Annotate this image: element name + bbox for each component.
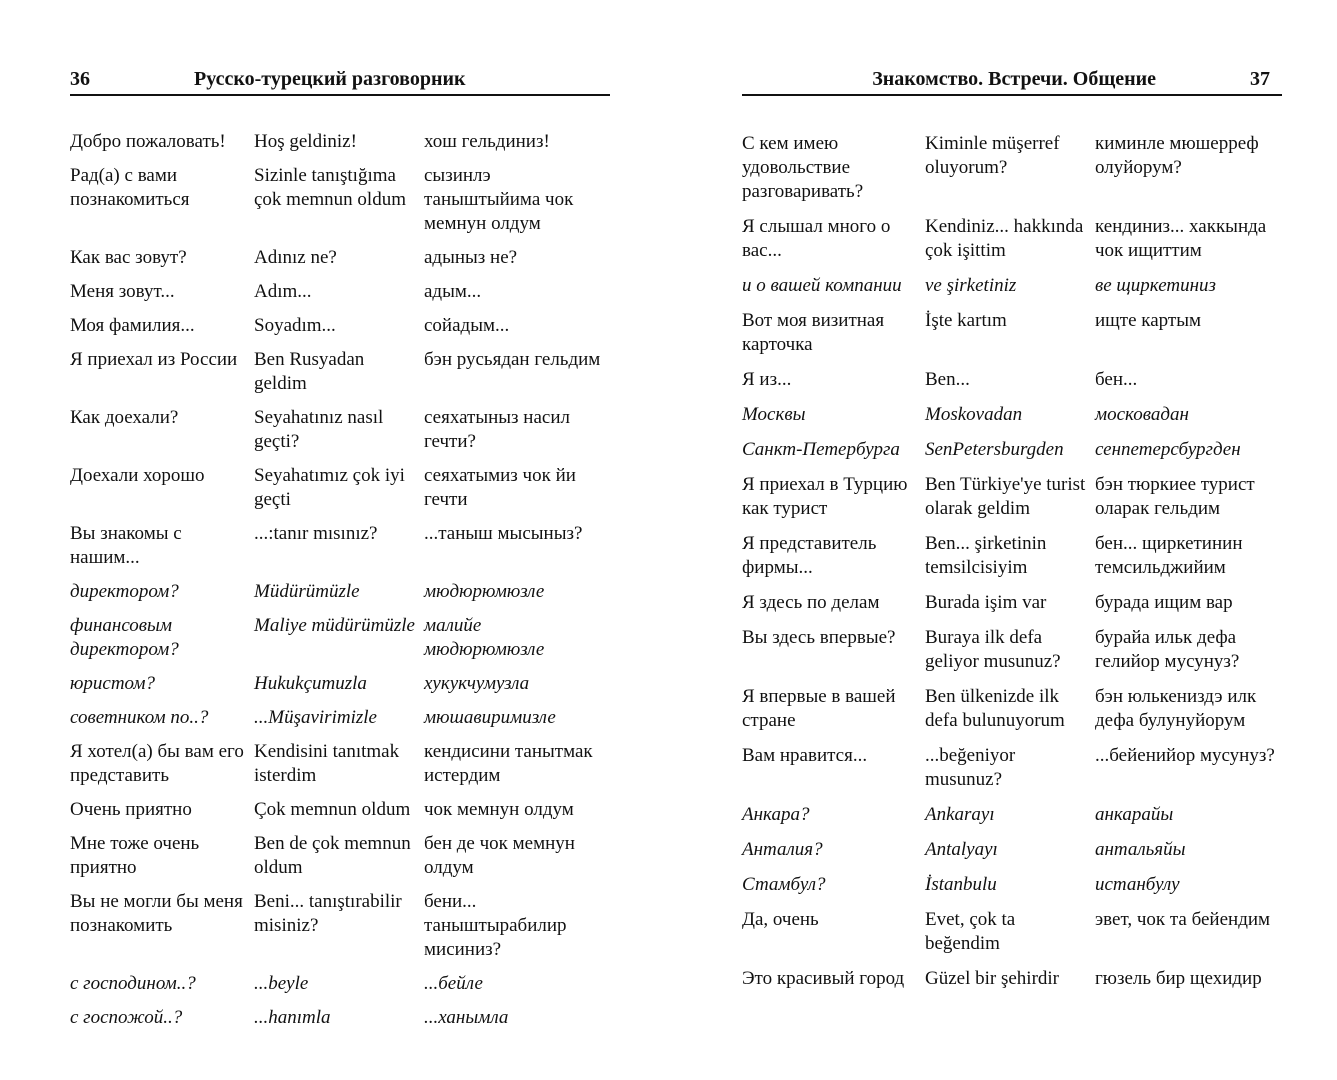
transcription: малийе мюдюрюмюзле	[424, 615, 545, 660]
turkish-phrase: İstanbulu	[925, 874, 997, 895]
phrase-row	[70, 706, 610, 730]
turkish-phrase: Ankarayı	[925, 804, 995, 825]
russian-phrase: Я здесь по делам	[742, 592, 880, 613]
turkish-phrase: Güzel bir şehirdir	[925, 968, 1060, 989]
turkish-phrase: Ben ülkenizde ilk defa bulunuyorum	[925, 686, 1065, 731]
turkish-phrase: Kiminle müşerref oluyorum?	[925, 133, 1060, 178]
russian-phrase: Я слышал много о вас...	[742, 216, 891, 261]
phrase-row	[742, 403, 1282, 427]
phrase-row	[742, 803, 1282, 827]
turkish-phrase: Hoş geldiniz!	[254, 131, 357, 152]
phrase-row	[70, 740, 610, 788]
russian-phrase: финансовым директором?	[70, 615, 179, 660]
turkish-phrase: Seyahatımız çok iyi geçti	[254, 465, 405, 510]
transcription: сенпетерсбургден	[1095, 439, 1241, 460]
transcription: бурайа ильк дефа гелийор мусунуз?	[1095, 627, 1240, 672]
turkish-phrase: Burada işim var	[925, 592, 1047, 613]
phrase-row	[742, 838, 1282, 862]
russian-phrase: Добро пожаловать!	[70, 131, 226, 152]
transcription: мюшавиримизле	[424, 707, 556, 728]
transcription: московадан	[1095, 404, 1189, 425]
phrase-row	[742, 908, 1282, 956]
page-number: 36	[70, 68, 90, 90]
phrase-row	[70, 672, 610, 696]
turkish-phrase: ...beyle	[254, 973, 309, 994]
transcription: кендисини танытмак истердим	[424, 741, 593, 786]
transcription: ...ханымла	[424, 1007, 509, 1028]
transcription: кендиниз... хаккында чок ищиттим	[1095, 216, 1267, 261]
phrase-row	[742, 626, 1282, 674]
transcription: бен...	[1095, 369, 1138, 390]
phrase-table	[742, 132, 1282, 1002]
transcription: киминле мюшерреф олуйорум?	[1095, 133, 1259, 178]
phrase-row	[70, 464, 610, 512]
running-title: Русско-турецкий разговорник	[194, 68, 466, 90]
turkish-phrase: Moskovadan	[925, 404, 1023, 425]
russian-phrase: Я представитель фирмы...	[742, 533, 877, 578]
transcription: ...таныш мысыныз?	[424, 523, 583, 544]
transcription: ищте картым	[1095, 310, 1202, 331]
russian-phrase: Рад(а) с вами познакомиться	[70, 165, 190, 210]
turkish-phrase: Hukukçumuzla	[254, 673, 367, 694]
transcription: ...бейле	[424, 973, 483, 994]
transcription: гюзель бир щехидир	[1095, 968, 1262, 989]
phrase-row	[70, 522, 610, 570]
phrase-row	[70, 580, 610, 604]
turkish-phrase: ...beğeniyor musunuz?	[925, 745, 1016, 790]
turkish-phrase: Beni... tanıştırabilir misiniz?	[254, 891, 402, 936]
russian-phrase: Вы не могли бы меня познакомить	[70, 891, 243, 936]
transcription: ...бейенийор мусунуз?	[1095, 745, 1275, 766]
left-page-header	[70, 66, 610, 96]
russian-phrase: Санкт-Петербурга	[742, 439, 900, 460]
turkish-phrase: Seyahatınız nasıl geçti?	[254, 407, 384, 452]
transcription: адыныз не?	[424, 247, 518, 268]
transcription: анкарайы	[1095, 804, 1174, 825]
russian-phrase: Вам нравится...	[742, 745, 868, 766]
russian-phrase: Я приехал в Турцию как турист	[742, 474, 908, 519]
turkish-phrase: ...Müşavirimizle	[254, 707, 377, 728]
transcription: сойадым...	[424, 315, 510, 336]
russian-phrase: Вы здесь впервые?	[742, 627, 896, 648]
russian-phrase: Как доехали?	[70, 407, 179, 428]
turkish-phrase: ve şirketiniz	[925, 275, 1017, 296]
transcription: бен де чок мемнун олдум	[424, 833, 575, 878]
phrase-row	[742, 438, 1282, 462]
phrase-row	[742, 132, 1282, 204]
transcription: сеяхатыныз насил гечти?	[424, 407, 570, 452]
turkish-phrase: Ben Türkiye'ye turist olarak geldim	[925, 474, 1086, 519]
turkish-phrase: Çok memnun oldum	[254, 799, 411, 820]
turkish-phrase: Ben Rusyadan geldim	[254, 349, 365, 394]
phrase-row	[742, 309, 1282, 357]
russian-phrase: Я впервые в вашей стране	[742, 686, 896, 731]
phrase-row	[742, 591, 1282, 615]
transcription: бурада ищим вар	[1095, 592, 1233, 613]
phrase-row	[742, 873, 1282, 897]
phrase-row	[70, 614, 610, 662]
phrase-row	[70, 798, 610, 822]
russian-phrase: Анталия?	[742, 839, 823, 860]
phrase-row	[742, 368, 1282, 392]
phrase-row	[742, 274, 1282, 298]
russian-phrase: Да, очень	[742, 909, 819, 930]
transcription: эвет, чок та бейендим	[1095, 909, 1271, 930]
russian-phrase: Меня зовут...	[70, 281, 175, 302]
turkish-phrase: ...:tanır mısınız?	[254, 523, 378, 544]
transcription: хукукчумузла	[424, 673, 530, 694]
russian-phrase: Я приехал из России	[70, 349, 238, 370]
russian-phrase: Вот моя визитная карточка	[742, 310, 885, 355]
transcription: истанбулу	[1095, 874, 1180, 895]
russian-phrase: Москвы	[742, 404, 806, 425]
russian-phrase: с господином..?	[70, 973, 196, 994]
russian-phrase: Мне тоже очень приятно	[70, 833, 200, 878]
turkish-phrase: Adınız ne?	[254, 247, 337, 268]
phrase-row	[742, 215, 1282, 263]
transcription: хош гельдиниз!	[424, 131, 550, 152]
russian-phrase: Стамбул?	[742, 874, 826, 895]
transcription: адым...	[424, 281, 482, 302]
russian-phrase: Как вас зовут?	[70, 247, 187, 268]
transcription: бэн тюркиее турист оларак гельдим	[1095, 474, 1255, 519]
turkish-phrase: Soyadım...	[254, 315, 336, 336]
transcription: мюдюрюмюзле	[424, 581, 545, 602]
russian-phrase: Я хотел(а) бы вам его представить	[70, 741, 244, 786]
phrase-row	[70, 972, 610, 996]
turkish-phrase: Antalyayı	[925, 839, 998, 860]
transcription: сызинлэ таныштыйима чок мемнун олдум	[424, 165, 574, 234]
phrase-row	[742, 532, 1282, 580]
transcription: чок мемнун олдум	[424, 799, 574, 820]
turkish-phrase: Adım...	[254, 281, 312, 302]
transcription: антальяйы	[1095, 839, 1186, 860]
russian-phrase: юристом?	[70, 673, 155, 694]
russian-phrase: Это красивый город	[742, 968, 905, 989]
phrase-row	[70, 348, 610, 396]
russian-phrase: Вы знакомы с нашим...	[70, 523, 182, 568]
turkish-phrase: Ben de çok memnun oldum	[254, 833, 411, 878]
turkish-phrase: Kendisini tanıtmak isterdim	[254, 741, 400, 786]
phrase-row	[70, 164, 610, 236]
phrase-row	[70, 406, 610, 454]
transcription: бэн юлькениздэ илк дефа булунуйорум	[1095, 686, 1257, 731]
russian-phrase: директором?	[70, 581, 179, 602]
running-title: Знакомство. Встречи. Общение	[872, 68, 1156, 90]
russian-phrase: Доехали хорошо	[70, 465, 205, 486]
turkish-phrase: Buraya ilk defa geliyor musunuz?	[925, 627, 1061, 672]
turkish-phrase: Maliye müdürümüzle	[254, 615, 415, 636]
russian-phrase: Я из...	[742, 369, 792, 390]
phrase-row	[70, 1006, 610, 1030]
russian-phrase: с госпожой..?	[70, 1007, 183, 1028]
transcription: ве щиркетиниз	[1095, 275, 1216, 296]
phrase-row	[70, 314, 610, 338]
page-number: 37	[1250, 68, 1270, 90]
phrase-row	[70, 280, 610, 304]
russian-phrase: Очень приятно	[70, 799, 192, 820]
phrase-row	[70, 130, 610, 154]
right-page-header	[742, 66, 1282, 96]
phrase-row	[742, 967, 1282, 991]
transcription: бени... таныштырабилир мисиниз?	[424, 891, 567, 960]
russian-phrase: советником по..?	[70, 707, 209, 728]
russian-phrase: С кем имею удовольствие разговаривать?	[742, 133, 864, 202]
turkish-phrase: Sizinle tanıştığıma çok memnun oldum	[254, 165, 406, 210]
phrase-table	[70, 130, 610, 1040]
phrase-row	[70, 832, 610, 880]
turkish-phrase: İşte kartım	[925, 310, 1007, 331]
turkish-phrase: Ben... şirketinin temsilcisiyim	[925, 533, 1047, 578]
turkish-phrase: Evet, çok ta beğendim	[925, 909, 1016, 954]
russian-phrase: Моя фамилия...	[70, 315, 195, 336]
turkish-phrase: Kendiniz... hakkında çok işittim	[925, 216, 1084, 261]
turkish-phrase: SenPetersburgden	[925, 439, 1064, 460]
transcription: бен... щиркетинин темсильджийим	[1095, 533, 1243, 578]
russian-phrase: и о вашей компании	[742, 275, 902, 296]
phrase-row	[742, 473, 1282, 521]
turkish-phrase: Ben...	[925, 369, 970, 390]
transcription: бэн русьядан гельдим	[424, 349, 601, 370]
phrase-row	[742, 685, 1282, 733]
phrase-row	[70, 890, 610, 962]
phrase-row	[742, 744, 1282, 792]
transcription: сеяхатымиз чок йи гечти	[424, 465, 576, 510]
phrase-row	[70, 246, 610, 270]
russian-phrase: Анкара?	[742, 804, 810, 825]
turkish-phrase: Müdürümüzle	[254, 581, 360, 602]
turkish-phrase: ...hanımla	[254, 1007, 331, 1028]
